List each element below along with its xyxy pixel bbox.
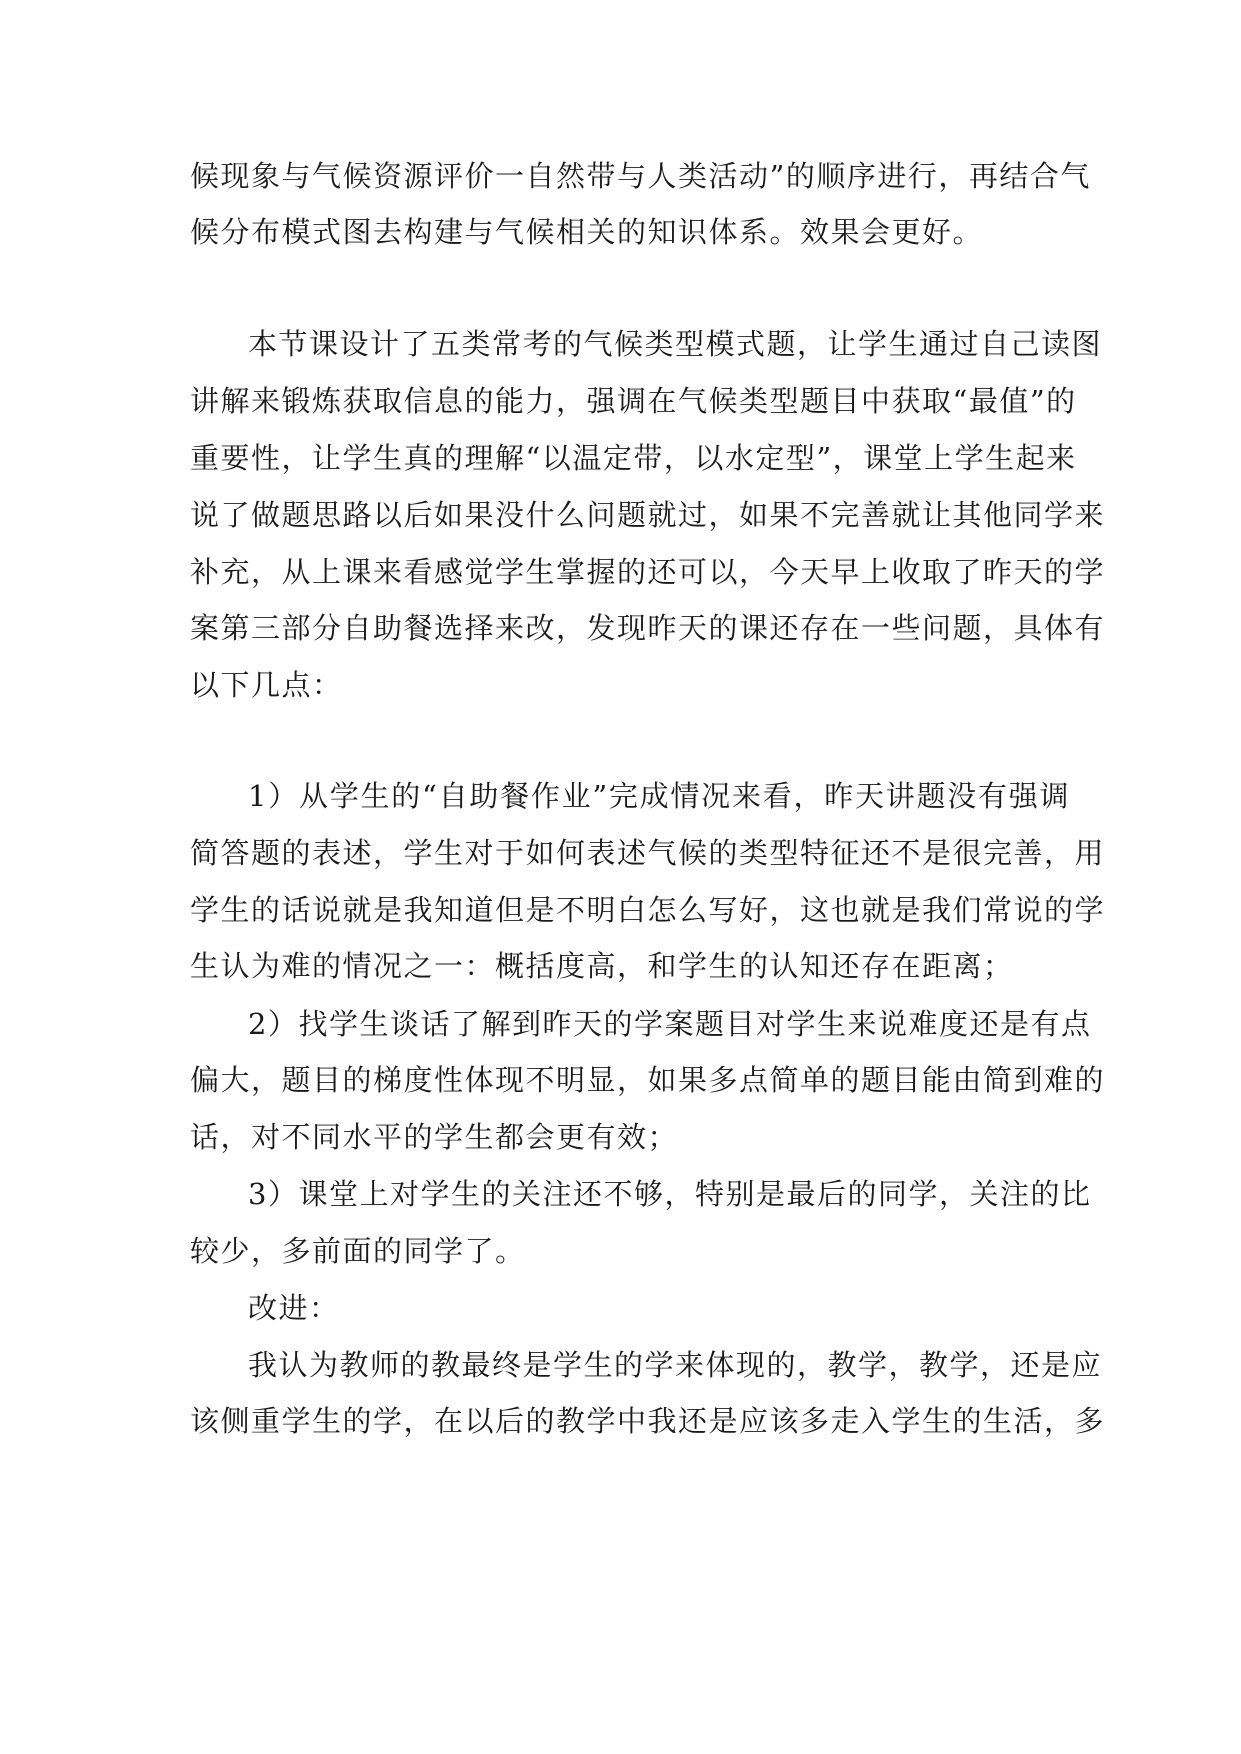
point-1-line-2: 简答题的表述，学生对于如何表述气候的类型特征还不是很完善，用: [190, 836, 1106, 870]
paragraph-2-line-2: 讲解来锻炼获取信息的能力，强调在气候类型题目中获取“最值”的: [190, 384, 1077, 418]
paragraph-2-line-7: 以下几点：: [190, 668, 343, 702]
point-3-line-1: 3）课堂上对学生的关注还不够，特别是最后的同学，关注的比: [248, 1177, 1092, 1211]
paragraph-1-line-2: 候分布模式图去构建与气候相关的知识体系。效果会更好。: [190, 215, 984, 249]
point-1-line-4: 生认为难的情况之一：概括度高，和学生的认知还存在距离；: [190, 949, 1014, 983]
paragraph-last-line-1: 我认为教师的教最终是学生的学来体现的，教学，教学，还是应: [248, 1348, 1103, 1382]
paragraph-2-line-6: 案第三部分自助餐选择来改，发现昨天的课还存在一些问题，具体有: [190, 611, 1106, 645]
paragraph-2-line-1: 本节课设计了五类常考的气候类型模式题，让学生通过自己读图: [248, 327, 1103, 361]
paragraph-1-line-1: 候现象与气候资源评价一自然带与人类活动”的顺序进行，再结合气: [190, 159, 1091, 193]
paragraph-last-line-2: 该侧重学生的学，在以后的教学中我还是应该多走入学生的生活，多: [190, 1404, 1106, 1438]
point-2-line-2: 偏大，题目的梯度性体现不明显，如果多点简单的题目能由简到难的: [190, 1063, 1106, 1097]
improvement-heading: 改进：: [248, 1291, 340, 1325]
point-1-line-3: 学生的话说就是我知道但是不明白怎么写好，这也就是我们常说的学: [190, 893, 1106, 927]
point-2-line-1: 2）找学生谈话了解到昨天的学案题目对学生来说难度还是有点: [248, 1007, 1092, 1041]
point-1-line-1: 1）从学生的“自助餐作业”完成情况来看，昨天讲题没有强调: [248, 779, 1070, 813]
paragraph-2-line-5: 补充，从上课来看感觉学生掌握的还可以，今天早上收取了昨天的学: [190, 555, 1106, 589]
point-3-line-2: 较少，多前面的同学了。: [190, 1234, 526, 1268]
point-2-line-3: 话，对不同水平的学生都会更有效；: [190, 1120, 679, 1154]
paragraph-2-line-4: 说了做题思路以后如果没什么问题就过，如果不完善就让其他同学来: [190, 498, 1106, 532]
paragraph-2-line-3: 重要性，让学生真的理解“以温定带，以水定型”，课堂上学生起来: [190, 441, 1077, 475]
